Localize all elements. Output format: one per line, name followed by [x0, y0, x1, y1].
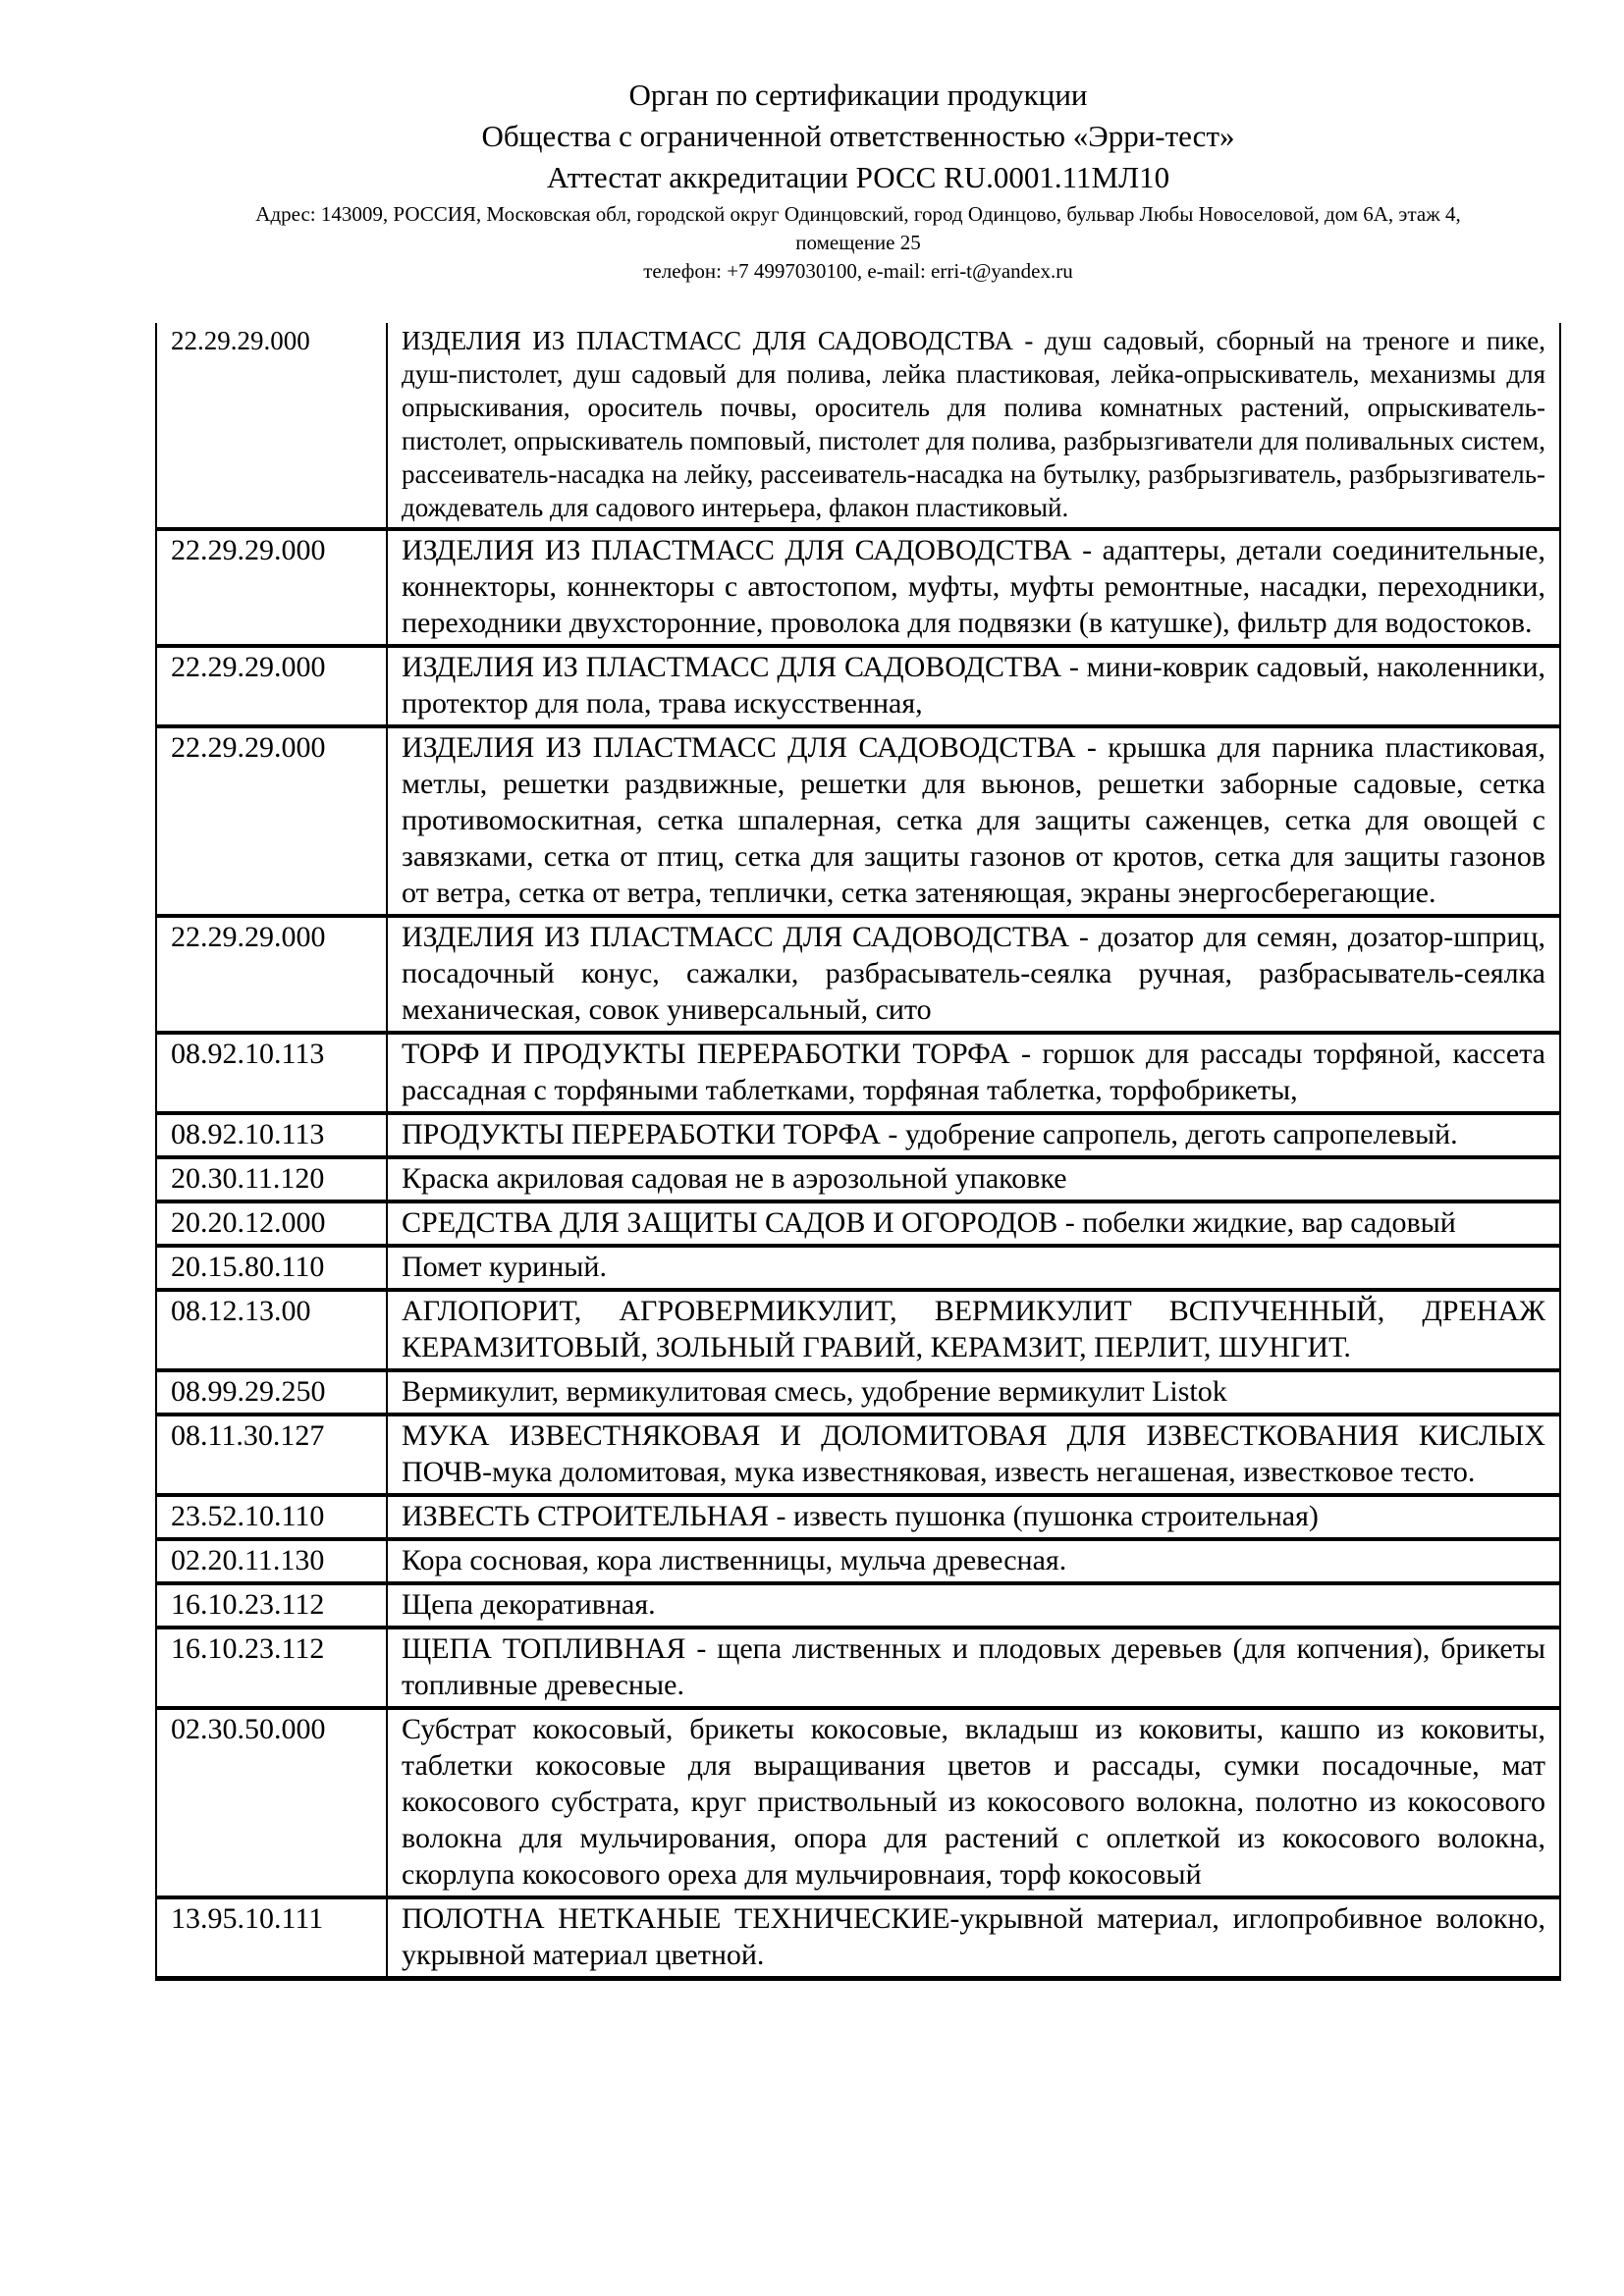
code-cell: 08.12.13.00	[156, 1290, 387, 1370]
org-title-line: Орган по сертификации продукции	[628, 78, 1088, 112]
description-cell: МУКА ИЗВЕСТНЯКОВАЯ И ДОЛОМИТОВАЯ ДЛЯ ИЗВЕСТКОВАНИЯ КИСЛЫХ ПОЧВ-мука доломитовая, мука известняковая, известь негашеная, известковое тесто.	[387, 1415, 1560, 1495]
description-cell: ПРОДУКТЫ ПЕРЕРАБОТКИ ТОРФА - удобрение сапропель, деготь сапропелевый.	[387, 1113, 1560, 1157]
code-cell: 02.20.11.130	[156, 1539, 387, 1583]
table-row	[156, 1628, 1560, 1708]
description-cell: ИЗДЕЛИЯ ИЗ ПЛАСТМАСС ДЛЯ САДОВОДСТВА - адаптеры, детали соединительные, коннекторы, коннекторы с автостопом, муфты, муфты ремонтные, насадки, переходники, переходники двухсторонние, проволока для подвязки (в катушке), фильтр для водостоков.	[387, 529, 1560, 646]
code-cell: 08.92.10.113	[156, 1033, 387, 1113]
code-cell: 22.29.29.000	[156, 726, 387, 916]
accreditation-line: Аттестат аккредитации РОСС RU.0001.11МЛ10	[546, 160, 1170, 194]
table-row	[156, 726, 1560, 916]
table-row	[156, 1246, 1560, 1290]
code-cell: 20.30.11.120	[156, 1157, 387, 1201]
table-row	[156, 1897, 1560, 1979]
description-cell: Субстрат кокосовый, брикеты кокосовые, вкладыш из коковиты, кашпо из коковиты, таблетки кокосовые для выращивания цветов и рассады, сумки посадочные, мат кокосового субстрата, круг приствольный из кокосового волокна, полотно из кокосового волокна для мульчирования, опора для растений с оплеткой из кокосового волокна, скорлупа кокосового ореха для мульчировнаия, торф кокосовый	[387, 1708, 1560, 1897]
description-cell: Кора сосновая, кора лиственницы, мульча древесная.	[387, 1539, 1560, 1583]
address-line: Адрес: 143009, РОССИЯ, Московская обл, городской округ Одинцовский, город Одинцово, бульвар Любы Новоселовой, дом 6А, этаж 4, помещение 25	[255, 202, 1461, 254]
table-row	[156, 1201, 1560, 1246]
description-cell: ИЗДЕЛИЯ ИЗ ПЛАСТМАСС ДЛЯ САДОВОДСТВА - дозатор для семян, дозатор-шприц, посадочный конус, сажалки, разбрасыватель-сеялка ручная, разбрасыватель-сеялка механическая, совок универсальный, сито	[387, 916, 1560, 1033]
code-cell: 08.11.30.127	[156, 1415, 387, 1495]
description-cell: Щепа декоративная.	[387, 1583, 1560, 1628]
description-cell: СРЕДСТВА ДЛЯ ЗАЩИТЫ САДОВ И ОГОРОДОВ - побелки жидкие, вар садовый	[387, 1201, 1560, 1246]
description-cell: АГЛОПОРИТ, АГРОВЕРМИКУЛИТ, ВЕРМИКУЛИТ ВСПУЧЕННЫЙ, ДРЕНАЖ КЕРАМЗИТОВЫЙ, ЗОЛЬНЫЙ ГРАВИЙ, КЕРАМЗИТ, ПЕРЛИТ, ШУНГИТ.	[387, 1290, 1560, 1370]
table-row	[156, 1495, 1560, 1539]
description-cell: ИЗДЕЛИЯ ИЗ ПЛАСТМАСС ДЛЯ САДОВОДСТВА - мини-коврик садовый, наколенники, протектор для пола, трава искусственная,	[387, 646, 1560, 726]
code-cell: 16.10.23.112	[156, 1583, 387, 1628]
description-cell: Краска акриловая садовая не в аэрозольной упаковке	[387, 1157, 1560, 1201]
table-row	[156, 1583, 1560, 1628]
code-cell: 08.99.29.250	[156, 1370, 387, 1415]
table-row	[156, 529, 1560, 646]
description-cell: ПОЛОТНА НЕТКАНЫЕ ТЕХНИЧЕСКИЕ-укрывной материал, иглопробивное волокно, укрывной материал цветной.	[387, 1897, 1560, 1979]
description-cell: ИЗДЕЛИЯ ИЗ ПЛАСТМАСС ДЛЯ САДОВОДСТВА - душ садовый, сборный на треноге и пике, душ-пистолет, душ садовый для полива, лейка пластиковая, лейка-опрыскиватель, механизмы для опрыскивания, ороситель почвы, ороситель для полива комнатных растений, опрыскиватель-пистолет, опрыскиватель помповый, пистолет для полива, разбрызгиватели для поливальных систем, рассеиватель-насадка на лейку, рассеиватель-насадка на бутылку, разбрызгиватель, разбрызгиватель-дождеватель для садового интерьера, флакон пластиковый.	[387, 323, 1560, 529]
code-cell: 22.29.29.000	[156, 646, 387, 726]
code-cell: 22.29.29.000	[156, 323, 387, 529]
code-cell: 23.52.10.110	[156, 1495, 387, 1539]
code-cell: 02.30.50.000	[156, 1708, 387, 1897]
product-codes-table	[155, 323, 1561, 1981]
contact-line: телефон: +7 4997030100, e-mail: erri-t@yandex.ru	[643, 259, 1073, 283]
description-cell: Вермикулит, вермикулитовая смесь, удобрение вермикулит Listok	[387, 1370, 1560, 1415]
code-cell: 22.29.29.000	[156, 529, 387, 646]
description-cell: ЩЕПА ТОПЛИВНАЯ - щепа лиственных и плодовых деревьев (для копчения), брикеты топливные древесные.	[387, 1628, 1560, 1708]
code-cell: 08.92.10.113	[156, 1113, 387, 1157]
table-row	[156, 646, 1560, 726]
code-cell: 22.29.29.000	[156, 916, 387, 1033]
table-row	[156, 1157, 1560, 1201]
table-row	[156, 1539, 1560, 1583]
code-cell: 16.10.23.112	[156, 1628, 387, 1708]
description-cell: ТОРФ И ПРОДУКТЫ ПЕРЕРАБОТКИ ТОРФА - горшок для рассады торфяной, кассета рассадная с торфяными таблетками, торфяная таблетка, торфобрикеты,	[387, 1033, 1560, 1113]
code-cell: 20.15.80.110	[156, 1246, 387, 1290]
table-row	[156, 323, 1560, 529]
table-row	[156, 916, 1560, 1033]
table-row	[156, 1033, 1560, 1113]
org-name-line: Общества с ограниченной ответственностью «Эрри-тест»	[481, 119, 1235, 153]
description-cell: ИЗВЕСТЬ СТРОИТЕЛЬНАЯ - известь пушонка (пушонка строительная)	[387, 1495, 1560, 1539]
description-cell: Помет куриный.	[387, 1246, 1560, 1290]
table-row	[156, 1290, 1560, 1370]
table-row	[156, 1370, 1560, 1415]
code-cell: 13.95.10.111	[156, 1897, 387, 1979]
code-cell: 20.20.12.000	[156, 1201, 387, 1246]
table-body	[156, 323, 1560, 1979]
description-cell: ИЗДЕЛИЯ ИЗ ПЛАСТМАСС ДЛЯ САДОВОДСТВА - крышка для парника пластиковая, метлы, решетки раздвижные, решетки для вьюнов, решетки заборные садовые, сетка противомоскитная, сетка шпалерная, сетка для защиты саженцев, сетка для овощей с завязками, сетка от птиц, сетка для защиты газонов от кротов, сетка для защиты газонов от ветра, сетка от ветра, теплички, сетка затеняющая, экраны энергосберегающие.	[387, 726, 1560, 916]
document-header	[155, 0, 1561, 286]
table-row	[156, 1113, 1560, 1157]
table-row	[156, 1708, 1560, 1897]
table-row	[156, 1415, 1560, 1495]
